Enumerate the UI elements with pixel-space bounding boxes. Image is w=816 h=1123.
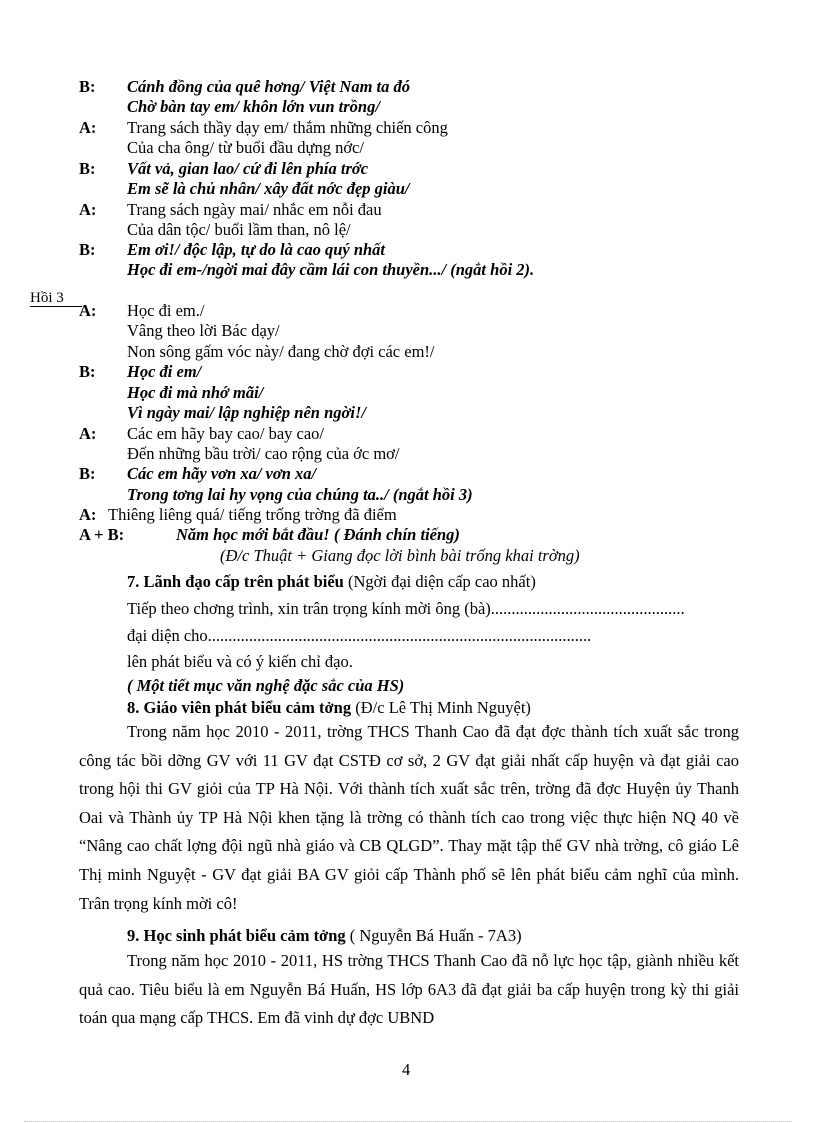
verse-line: Các em hãy vơn xa/ vơn xa/ xyxy=(127,464,317,483)
verse-line: Trong tơng lai hy vọng của chúng ta../ (ngắt hồi 3) xyxy=(127,485,473,504)
speaker-b: B: xyxy=(79,77,96,96)
speaker-a: A: xyxy=(79,200,97,219)
verse-line: Thiêng liêng quá/ tiếng trống trờng đã điểm xyxy=(108,505,397,524)
section-7-line: lên phát biểu và có ý kiến chỉ đạo. xyxy=(127,652,353,671)
verse-line: Cánh đồng của quê hơng/ Việt Nam ta đó xyxy=(127,77,410,96)
speaker-a: A: xyxy=(79,301,97,320)
section-8-heading: 8. Giáo viên phát biểu cảm tởng xyxy=(127,698,352,717)
verse-line: Em sẽ là chủ nhân/ xây đất nớc đẹp giàu/ xyxy=(127,179,410,198)
section-9-paragraph: Trong năm học 2010 - 2011, HS trờng THCS Thanh Cao đã nỗ lực học tập, giành nhiều kết quả cao. Tiêu biểu là em Nguyễn Bá Huấn, HS lớp 6A3 đã đạt giải ba cấp huyện trong kỳ thi giải toán qua mạng cấp THCS. Em đã vinh dự đợc UBND xyxy=(79,951,739,1028)
speaker-a: A: xyxy=(79,505,97,524)
verse-line: Học đi em-/ngời mai đây cầm lái con thuyền.../ (ngắt hồi 2). xyxy=(127,260,535,279)
verse-line: Học đi em./ xyxy=(127,301,205,320)
round-3-underline xyxy=(30,306,82,307)
speaker-ab: A + B: xyxy=(79,525,125,544)
performance-note: ( Một tiết mục văn nghệ đặc sắc của HS) xyxy=(127,676,405,695)
stage-note: (Đ/c Thuật + Giang đọc lời bình bài trống khai trờng) xyxy=(220,546,580,565)
verse-line: Vâng theo lời Bác dạy/ xyxy=(127,321,280,340)
verse-line: Chờ bàn tay em/ khôn lớn vun trồng/ xyxy=(127,97,380,116)
page-bottom-rule xyxy=(24,1121,792,1122)
verse-line: Vì ngày mai/ lập nghiệp nên ngời!/ xyxy=(127,403,366,422)
speaker-b: B: xyxy=(79,464,96,483)
verse-line: Trang sách ngày mai/ nhắc em nỗi đau xyxy=(127,200,382,219)
section-7-note: (Ngời đại diện cấp cao nhất) xyxy=(343,572,536,591)
speaker-a: A: xyxy=(79,118,97,137)
section-8-title xyxy=(127,698,531,718)
verse-line: Non sông gấm vóc này/ đang chờ đợi các em!/ xyxy=(127,342,435,361)
section-9-heading: 9. Học sinh phát biểu cảm tởng xyxy=(127,926,346,945)
section-9-title xyxy=(127,926,522,946)
verse-line: Đến những bầu trời/ cao rộng của ớc mơ/ xyxy=(127,444,400,463)
section-9-note: ( Nguyễn Bá Huấn - 7A3) xyxy=(345,926,522,945)
verse-line: Của cha ông/ từ buổi đầu dựng nớc/ xyxy=(127,138,364,157)
section-7-heading: 7. Lãnh đạo cấp trên phát biểu xyxy=(127,572,344,591)
verse-line: Các em hãy bay cao/ bay cao/ xyxy=(127,424,324,443)
verse-line: Vất vả, gian lao/ cứ đi lên phía trớc xyxy=(127,159,369,178)
page-number: 4 xyxy=(402,1060,411,1079)
speaker-b: B: xyxy=(79,159,96,178)
section-7-line: Tiếp theo chơng trình, xin trân trọng kính mời ông (bà)............................................... xyxy=(127,599,685,618)
verse-line: Trang sách thầy dạy em/ thắm những chiến công xyxy=(127,118,448,137)
verse-line: Của dân tộc/ buổi lầm than, nô lệ/ xyxy=(127,220,351,239)
section-7-line: đại diện cho............................................................................................. xyxy=(127,626,592,645)
verse-line: Em ơi!/ độc lập, tự do là cao quý nhất xyxy=(127,240,386,259)
verse-line: Học đi em/ xyxy=(127,362,202,381)
round-3-label: Hồi 3 xyxy=(30,290,64,306)
speaker-a: A: xyxy=(79,424,97,443)
speaker-b: B: xyxy=(79,240,96,259)
section-8-note: (Đ/c Lê Thị Minh Nguyệt) xyxy=(351,698,531,717)
verse-line: Năm học mới bắt đầu! ( Đánh chín tiếng) xyxy=(176,525,460,544)
speaker-b: B: xyxy=(79,362,96,381)
section-7-title xyxy=(127,572,536,592)
section-8-paragraph: Trong năm học 2010 - 2011, trờng THCS Thanh Cao đã đạt đợc thành tích xuất sắc trong công tác bồi dỡng GV với 11 GV đạt CSTĐ cơ sở, 2 GV đạt giải nhất cấp huyện và đạt giải cao trong hội thi GV giỏi của TP Hà Nội. Với thành tích xuất sắc trên, trờng đã đợc Huyện ủy Thanh Oai và Thành ủy TP Hà Nội khen tặng là trờng có thành tích cao trong việc thực hiện NQ 40 về “Nâng cao chất lợng đội ngũ nhà giáo và CB QLGD”. Thay mặt tập thể GV nhà trờng, cô giáo Lê Thị minh Nguyệt - GV đạt giải BA GV giỏi cấp Thành phố sẽ lên phát biểu cảm nghĩ của mình. Trân trọng kính mời cô! xyxy=(79,722,739,913)
verse-line: Học đi mà nhớ mãi/ xyxy=(127,383,264,402)
